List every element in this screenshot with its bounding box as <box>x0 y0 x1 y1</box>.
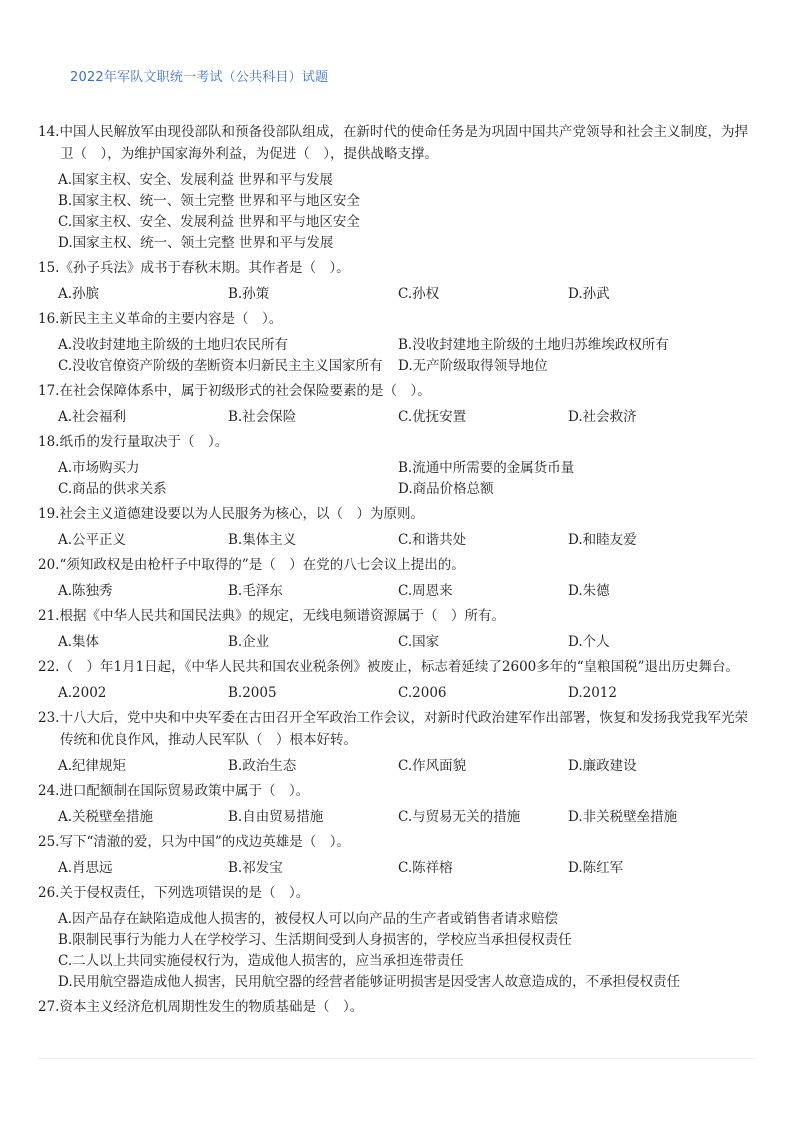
option-a: A.陈独秀 <box>58 583 113 599</box>
option-c: C.作风面貌 <box>398 758 467 774</box>
option-d: D.朱德 <box>568 583 610 599</box>
question-21 <box>38 605 758 653</box>
question-stem: 22.（ ）年1月1日起，《中华人民共和国农业税条例》被废止，标志着延续了2600多年的“皇粮国税”退出历史舞台。 <box>38 659 740 675</box>
question-24 <box>38 780 758 828</box>
question-stem: 16.新民主主义革命的主要内容是（ ）。 <box>38 311 283 327</box>
question-16 <box>38 308 758 377</box>
option-a: A.孙膑 <box>58 286 100 302</box>
option-d: D.社会救济 <box>568 409 637 425</box>
question-23 <box>38 707 758 777</box>
option-a: A.公平正义 <box>58 532 127 548</box>
option-b: B.祁发宝 <box>228 860 283 876</box>
option-b: B.孙策 <box>228 286 270 302</box>
option-b: B.政治生态 <box>228 758 297 774</box>
options-list <box>58 284 758 305</box>
option-d: D.个人 <box>568 634 610 650</box>
question-stem: 25.写下“清澈的爱，只为中国”的戍边英雄是（ ）。 <box>38 834 351 850</box>
options-list <box>58 632 758 653</box>
options-list <box>58 458 758 500</box>
question-19 <box>38 503 758 551</box>
option-a: A.2002 <box>58 685 107 701</box>
option-c: C.孙权 <box>398 286 440 302</box>
option-d: D.非关税壁垒措施 <box>568 809 678 825</box>
option-c: C.2006 <box>398 685 447 701</box>
question-stem: 26.关于侵权责任，下列选项错误的是（ ）。 <box>38 885 310 901</box>
option-c: C.二人以上共同实施侵权行为，造成他人损害的，应当承担连带责任 <box>58 953 464 969</box>
option-d: D.国家主权、统一、领土完整 世界和平与发展 <box>58 235 334 251</box>
options-list <box>58 530 758 551</box>
question-15 <box>38 257 758 305</box>
option-b: B.毛泽东 <box>228 583 283 599</box>
options-list <box>58 858 758 879</box>
option-b: B.流通中所需要的金属货币量 <box>398 460 575 476</box>
question-list <box>38 121 758 1020</box>
options-list <box>58 170 758 254</box>
options-list <box>58 807 758 828</box>
option-a: A.市场购买力 <box>58 460 140 476</box>
question-26 <box>38 882 758 993</box>
question-stem: 21.根据《中华人民共和国民法典》的规定，无线电频谱资源属于（ ）所有。 <box>38 608 505 624</box>
question-17 <box>38 380 758 428</box>
option-b: B.集体主义 <box>228 532 297 548</box>
options-list <box>58 581 758 602</box>
option-a: A.肖思远 <box>58 860 113 876</box>
option-d: D.廉政建设 <box>568 758 637 774</box>
option-a: A.没收封建地主阶级的土地归农民所有 <box>58 337 289 353</box>
question-stem: 17.在社会保障体系中，属于初级形式的社会保险要素的是（ ）。 <box>38 383 431 399</box>
option-a: A.国家主权、安全、发展利益 世界和平与发展 <box>58 172 333 188</box>
option-c: C.周恩来 <box>398 583 453 599</box>
question-18 <box>38 431 758 500</box>
option-d: D.孙武 <box>568 286 610 302</box>
question-22 <box>38 656 758 704</box>
question-stem: 15.《孙子兵法》成书于春秋末期。其作者是（ ）。 <box>38 260 350 276</box>
question-20 <box>38 554 758 602</box>
option-d: D.民用航空器造成他人损害，民用航空器的经营者能够证明损害是因受害人故意造成的，不承担侵权责任 <box>58 974 681 990</box>
question-14 <box>38 121 758 254</box>
option-b: B.自由贸易措施 <box>228 809 324 825</box>
option-a: A.纪律规矩 <box>58 758 127 774</box>
option-b: B.没收封建地主阶级的土地归苏维埃政权所有 <box>398 337 669 353</box>
option-a: A.社会福利 <box>58 409 127 425</box>
option-c: C.国家 <box>398 634 440 650</box>
option-b: B.企业 <box>228 634 270 650</box>
question-stem: 18.纸币的发行量取决于（ ）。 <box>38 434 229 450</box>
page-divider <box>38 1058 756 1059</box>
option-d: D.无产阶级取得领导地位 <box>398 358 548 374</box>
options-list <box>58 407 758 428</box>
option-b: B.国家主权、统一、领土完整 世界和平与地区安全 <box>58 193 361 209</box>
options-list <box>58 756 758 777</box>
question-25 <box>38 831 758 879</box>
option-a: A.关税壁垒措施 <box>58 809 154 825</box>
option-b: B.限制民事行为能力人在学校学习、生活期间受到人身损害的，学校应当承担侵权责任 <box>58 932 572 948</box>
option-c: C.没收官僚资产阶级的垄断资本归新民主主义国家所有 <box>58 358 383 374</box>
question-stem: 23.十八大后，党中央和中央军委在古田召开全军政治工作会议，对新时代政治建军作出部署，恢复和发扬我党我军光荣传统和优良作风，推动人民军队（ ）根本好转。 <box>38 710 748 748</box>
question-stem: 19.社会主义道德建设要以为人民服务为核心，以（ ）为原则。 <box>38 506 424 522</box>
option-c: C.优抚安置 <box>398 409 467 425</box>
option-c: C.商品的供求关系 <box>58 481 167 497</box>
option-d: D.陈红军 <box>568 860 624 876</box>
option-c: C.陈祥榕 <box>398 860 453 876</box>
question-27 <box>38 996 758 1018</box>
page-header-title: 2022年军队文职统一考试（公共科目）试题 <box>70 70 329 85</box>
question-stem: 27.资本主义经济危机周期性发生的物质基础是（ ）。 <box>38 999 364 1015</box>
option-a: A.集体 <box>58 634 100 650</box>
option-b: B.2005 <box>228 685 277 701</box>
option-b: B.社会保险 <box>228 409 297 425</box>
option-a: A.因产品存在缺陷造成他人损害的，被侵权人可以向产品的生产者或销售者请求赔偿 <box>58 911 559 927</box>
option-c: C.国家主权、安全、发展利益 世界和平与地区安全 <box>58 214 360 230</box>
option-d: D.2012 <box>568 685 617 701</box>
question-stem: 14.中国人民解放军由现役部队和预备役部队组成，在新时代的使命任务是为巩固中国共产党领导和社会主义制度，为捍卫（ ），为维护国家海外利益，为促进（ ），提供战略支撑。 <box>38 124 748 162</box>
options-list <box>58 683 758 704</box>
option-c: C.和谐共处 <box>398 532 467 548</box>
question-stem: 24.进口配额制在国际贸易政策中属于（ ）。 <box>38 783 310 799</box>
question-stem: 20.“须知政权是由枪杆子中取得的”是（ ）在党的八七会议上提出的。 <box>38 557 465 573</box>
option-d: D.商品价格总额 <box>398 481 494 497</box>
options-list <box>58 909 758 993</box>
option-d: D.和睦友爱 <box>568 532 637 548</box>
options-list <box>58 335 758 377</box>
option-c: C.与贸易无关的措施 <box>398 809 521 825</box>
